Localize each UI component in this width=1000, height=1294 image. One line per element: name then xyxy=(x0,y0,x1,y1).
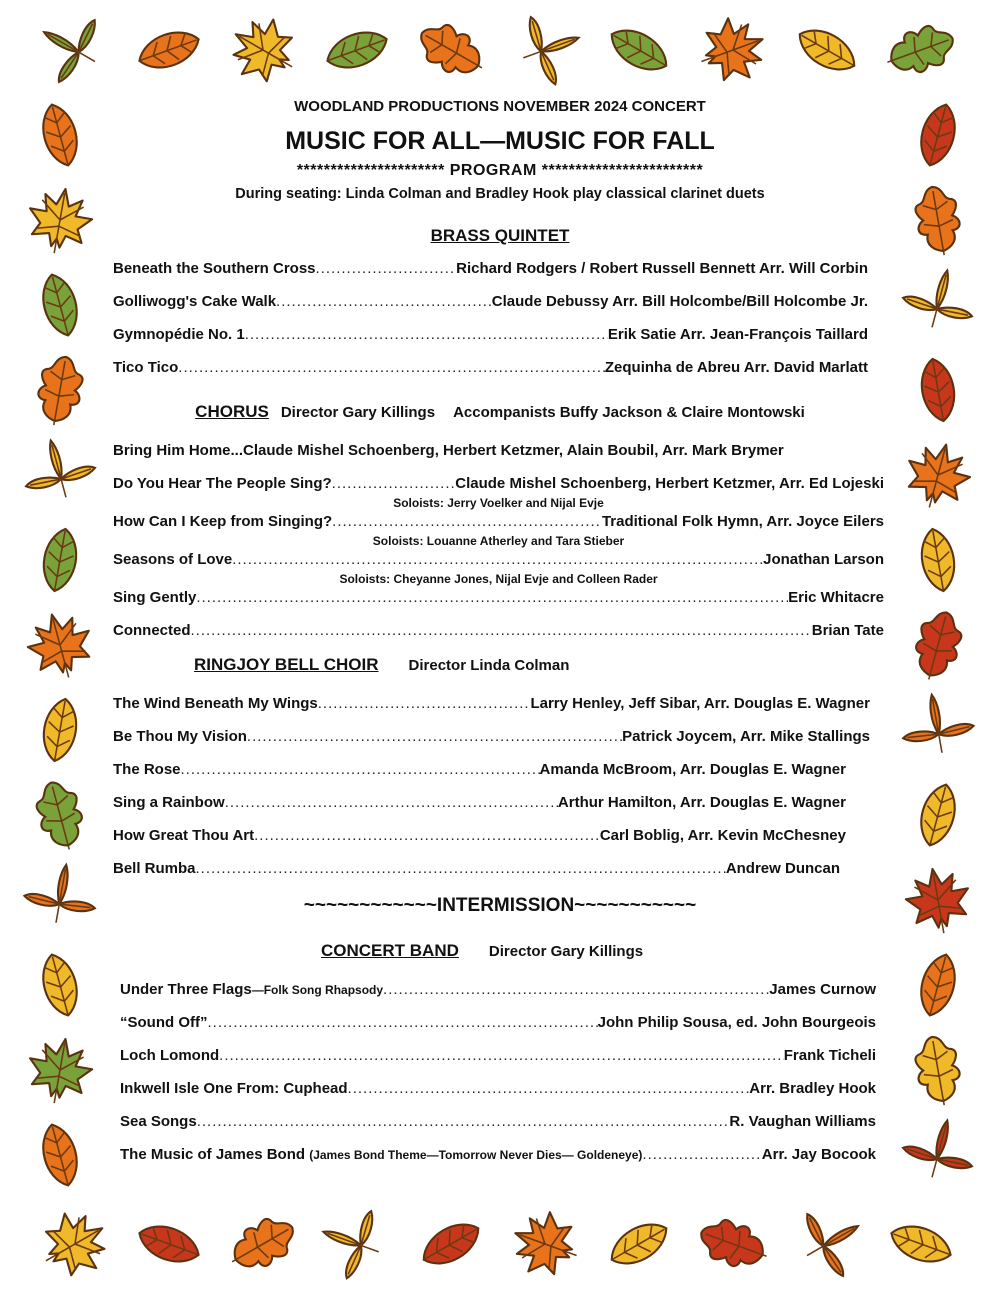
piece-title: “Sound Off” xyxy=(120,1014,208,1031)
autumn-leaf-icon xyxy=(26,1,113,92)
autumn-leaf-icon xyxy=(220,7,308,94)
autumn-leaf-icon xyxy=(33,353,86,428)
autumn-leaf-icon xyxy=(915,100,962,169)
autumn-leaf-icon xyxy=(21,859,102,929)
autumn-leaf-icon xyxy=(21,606,99,685)
piece-title: Sing a Rainbow xyxy=(113,794,225,811)
piece-title: Do You Hear The People Sing? xyxy=(113,475,332,492)
soloists-note: Soloists: Louanne Atherley and Tara Stieber xyxy=(372,534,625,548)
list-item xyxy=(113,439,884,463)
list-item xyxy=(113,290,868,314)
list-item xyxy=(113,824,870,848)
list-item xyxy=(120,978,876,1002)
dot-leader xyxy=(316,257,457,281)
dot-leader xyxy=(191,619,812,643)
autumn-leaf-icon xyxy=(23,184,96,259)
piece-title: Sing Gently xyxy=(113,589,197,606)
list-item xyxy=(120,1143,876,1167)
piece-title: Golliwogg's Cake Walk xyxy=(113,293,277,310)
brass-list xyxy=(100,257,900,380)
autumn-leaf-icon xyxy=(416,1215,486,1274)
autumn-leaf-icon xyxy=(691,10,774,91)
piece-title: How Can I Keep from Singing? xyxy=(113,513,333,530)
piece-title: Be Thou My Vision xyxy=(113,728,247,745)
section-title: RINGJOY BELL CHOIR xyxy=(194,655,379,674)
autumn-leaf-icon xyxy=(505,1204,588,1285)
list-item xyxy=(113,510,884,534)
piece-credit: Claude Debussy Arr. Bill Holcombe/Bill Holcombe Jr. xyxy=(491,293,868,310)
autumn-leaf-icon xyxy=(31,777,89,855)
dot-leader xyxy=(348,1077,750,1101)
section-director: Director Linda Colman xyxy=(408,657,570,674)
piece-credit: Richard Rodgers / Robert Russell Bennett Arr. Will Corbin xyxy=(456,260,868,277)
autumn-leaf-icon xyxy=(604,21,674,80)
autumn-leaf-icon xyxy=(604,1215,674,1274)
list-item xyxy=(113,548,884,572)
autumn-leaf-icon xyxy=(917,526,959,594)
piece-credit: Zequinha de Abreu Arr. David Marlatt xyxy=(604,359,868,376)
autumn-leaf-icon xyxy=(902,864,975,939)
autumn-leaf-icon xyxy=(37,1120,84,1189)
autumn-leaf-icon xyxy=(222,1209,303,1280)
piece-credit: Carl Boblig, Arr. Kevin McChesney xyxy=(599,827,846,844)
autumn-leaf-icon xyxy=(322,24,392,75)
list-item xyxy=(120,1110,876,1134)
section-director: Director Gary Killings xyxy=(280,404,436,421)
section-bell-choir xyxy=(100,653,900,678)
autumn-leaf-icon xyxy=(37,100,84,169)
piece-title-main: Under Three Flags xyxy=(120,981,252,998)
piece-credit: Arr. Jay Bocook xyxy=(761,1146,876,1163)
autumn-leaf-icon xyxy=(39,526,81,594)
piece-credit: Traditional Folk Hymn, Arr. Joyce Eilers xyxy=(601,513,884,530)
event-subtitle: WOODLAND PRODUCTIONS NOVEMBER 2024 CONCERT xyxy=(294,98,706,115)
autumn-leaf-icon xyxy=(37,270,84,339)
autumn-leaf-icon xyxy=(412,15,493,86)
piece-title: Connected xyxy=(113,622,191,639)
autumn-leaf-icon xyxy=(880,19,959,82)
autumn-leaf-icon xyxy=(909,607,967,685)
dot-leader xyxy=(197,1110,730,1134)
list-item xyxy=(120,1077,876,1101)
piece-title: The Rose xyxy=(113,761,181,778)
piece-title: Loch Lomond xyxy=(120,1047,220,1064)
piece-title xyxy=(120,978,383,1002)
piece-credit: Larry Henley, Jeff Sibar, Arr. Douglas E. Wagner xyxy=(530,695,870,712)
piece-title: Tico Tico xyxy=(113,359,179,376)
autumn-leaf-icon xyxy=(897,689,978,759)
dot-leader xyxy=(254,824,600,848)
autumn-leaf-icon xyxy=(915,780,962,849)
list-item xyxy=(113,725,870,749)
autumn-leaf-icon xyxy=(912,183,965,258)
section-title: CHORUS xyxy=(195,402,269,421)
program-heading: ********************** PROGRAM ************************ xyxy=(296,162,704,179)
autumn-leaf-icon xyxy=(917,356,959,424)
piece-subtitle: —Folk Song Rhapsody xyxy=(251,983,384,997)
dot-leader xyxy=(178,356,605,380)
autumn-leaf-icon xyxy=(792,21,862,80)
section-accompanists: Accompanists Buffy Jackson & Claire Montowski xyxy=(453,404,805,421)
piece-title: The Wind Beneath My Wings xyxy=(113,695,318,712)
dot-leader xyxy=(196,857,726,881)
autumn-leaf-icon xyxy=(694,1213,773,1276)
list-item xyxy=(120,1044,876,1068)
piece-credit: R. Vaughan Williams xyxy=(729,1113,876,1130)
autumn-leaf-icon xyxy=(886,1218,956,1269)
intermission-banner: ~~~~~~~~~~~~INTERMISSION~~~~~~~~~~~ xyxy=(303,895,697,916)
list-item xyxy=(113,472,884,496)
autumn-leaf-icon xyxy=(899,436,977,515)
list-item xyxy=(113,257,868,281)
piece-title: How Great Thou Art xyxy=(113,827,255,844)
piece-credit: Andrew Duncan xyxy=(725,860,840,877)
soloists-note: Soloists: Jerry Voelker and Nijal Evje xyxy=(393,496,604,510)
piece-credit: Arthur Hamilton, Arr. Douglas E. Wagner xyxy=(557,794,846,811)
piece-title: Bell Rumba xyxy=(113,860,196,877)
autumn-leaf-icon xyxy=(30,1201,118,1288)
autumn-leaf-icon xyxy=(898,1111,982,1186)
dot-leader xyxy=(383,978,769,1002)
autumn-leaf-icon xyxy=(134,1218,204,1269)
dot-leader xyxy=(196,586,788,610)
piece-credit: Eric Whitacre xyxy=(788,589,884,606)
dot-leader xyxy=(225,791,558,815)
section-brass-quintet xyxy=(100,224,900,249)
piece-title: Bring Him Home...Claude Mishel Schoenberg, Herbert Ketzmer, Alain Boubil, Arr. Mark Brymer xyxy=(113,442,784,459)
piece-title: Beneath the Southern Cross xyxy=(113,260,316,277)
autumn-leaf-icon xyxy=(37,950,84,1019)
list-item xyxy=(120,1011,876,1035)
piece-title: Seasons of Love xyxy=(113,551,233,568)
piece-title xyxy=(120,1143,642,1167)
dot-leader xyxy=(318,692,531,716)
list-item xyxy=(113,758,870,782)
dot-leader xyxy=(207,1011,597,1035)
autumn-leaf-icon xyxy=(23,1034,96,1109)
autumn-leaf-icon xyxy=(915,950,962,1019)
piece-credit: Amanda McBroom, Arr. Douglas E. Wagner xyxy=(539,761,846,778)
autumn-leaf-icon xyxy=(134,24,204,75)
piece-title: Gymnopédie No. 1 xyxy=(113,326,245,343)
list-item xyxy=(113,323,868,347)
piece-credit: Erik Satie Arr. Jean-François Taillard xyxy=(607,326,868,343)
piece-credit: Jonathan Larson xyxy=(763,551,884,568)
chorus-list xyxy=(100,439,900,643)
list-item xyxy=(113,586,884,610)
dot-leader xyxy=(276,290,492,314)
list-item xyxy=(113,619,884,643)
piece-credit: James Curnow xyxy=(769,981,876,998)
list-item xyxy=(113,692,870,716)
dot-leader xyxy=(232,548,763,572)
program-content xyxy=(100,96,900,1167)
list-item xyxy=(113,791,870,815)
seating-note: During seating: Linda Colman and Bradley Hook play classical clarinet duets xyxy=(235,186,765,202)
autumn-leaf-icon xyxy=(789,1195,876,1286)
dot-leader xyxy=(247,725,622,749)
piece-credit: Arr. Bradley Hook xyxy=(749,1080,876,1097)
page-title: MUSIC FOR ALL—MUSIC FOR FALL xyxy=(285,127,715,155)
piece-credit: John Philip Sousa, ed. John Bourgeois xyxy=(597,1014,876,1031)
section-title: CONCERT BAND xyxy=(321,941,459,960)
dot-leader xyxy=(332,472,456,496)
section-director: Director Gary Killings xyxy=(488,943,644,960)
autumn-leaf-icon xyxy=(898,261,982,336)
autumn-leaf-icon xyxy=(16,431,100,506)
soloists-note: Soloists: Cheyanne Jones, Nijal Evje and Colleen Rader xyxy=(339,572,658,586)
section-title: BRASS QUINTET xyxy=(430,226,570,245)
piece-subtitle: (James Bond Theme—Tomorrow Never Dies— Goldeneye) xyxy=(309,1148,643,1162)
section-concert-band xyxy=(100,939,900,964)
dot-leader xyxy=(332,510,602,534)
dot-leader xyxy=(642,1143,761,1167)
list-item xyxy=(113,356,868,380)
autumn-leaf-icon xyxy=(311,1198,391,1285)
piece-title-main: The Music of James Bond xyxy=(120,1146,310,1163)
autumn-leaf-icon xyxy=(511,4,591,91)
autumn-leaf-icon xyxy=(39,696,81,764)
band-list xyxy=(100,978,900,1167)
piece-title: Sea Songs xyxy=(120,1113,197,1130)
bell-list xyxy=(100,692,900,881)
piece-credit: Brian Tate xyxy=(811,622,884,639)
piece-credit: Claude Mishel Schoenberg, Herbert Ketzmer, Arr. Ed Lojeski xyxy=(455,475,884,492)
piece-title: Inkwell Isle One From: Cuphead xyxy=(120,1080,348,1097)
piece-credit: Patrick Joycem, Arr. Mike Stallings xyxy=(622,728,870,745)
dot-leader xyxy=(245,323,608,347)
autumn-leaf-icon xyxy=(912,1033,965,1108)
section-chorus xyxy=(100,400,900,425)
dot-leader xyxy=(219,1044,784,1068)
list-item xyxy=(113,857,870,881)
dot-leader xyxy=(181,758,540,782)
piece-credit: Frank Ticheli xyxy=(783,1047,876,1064)
